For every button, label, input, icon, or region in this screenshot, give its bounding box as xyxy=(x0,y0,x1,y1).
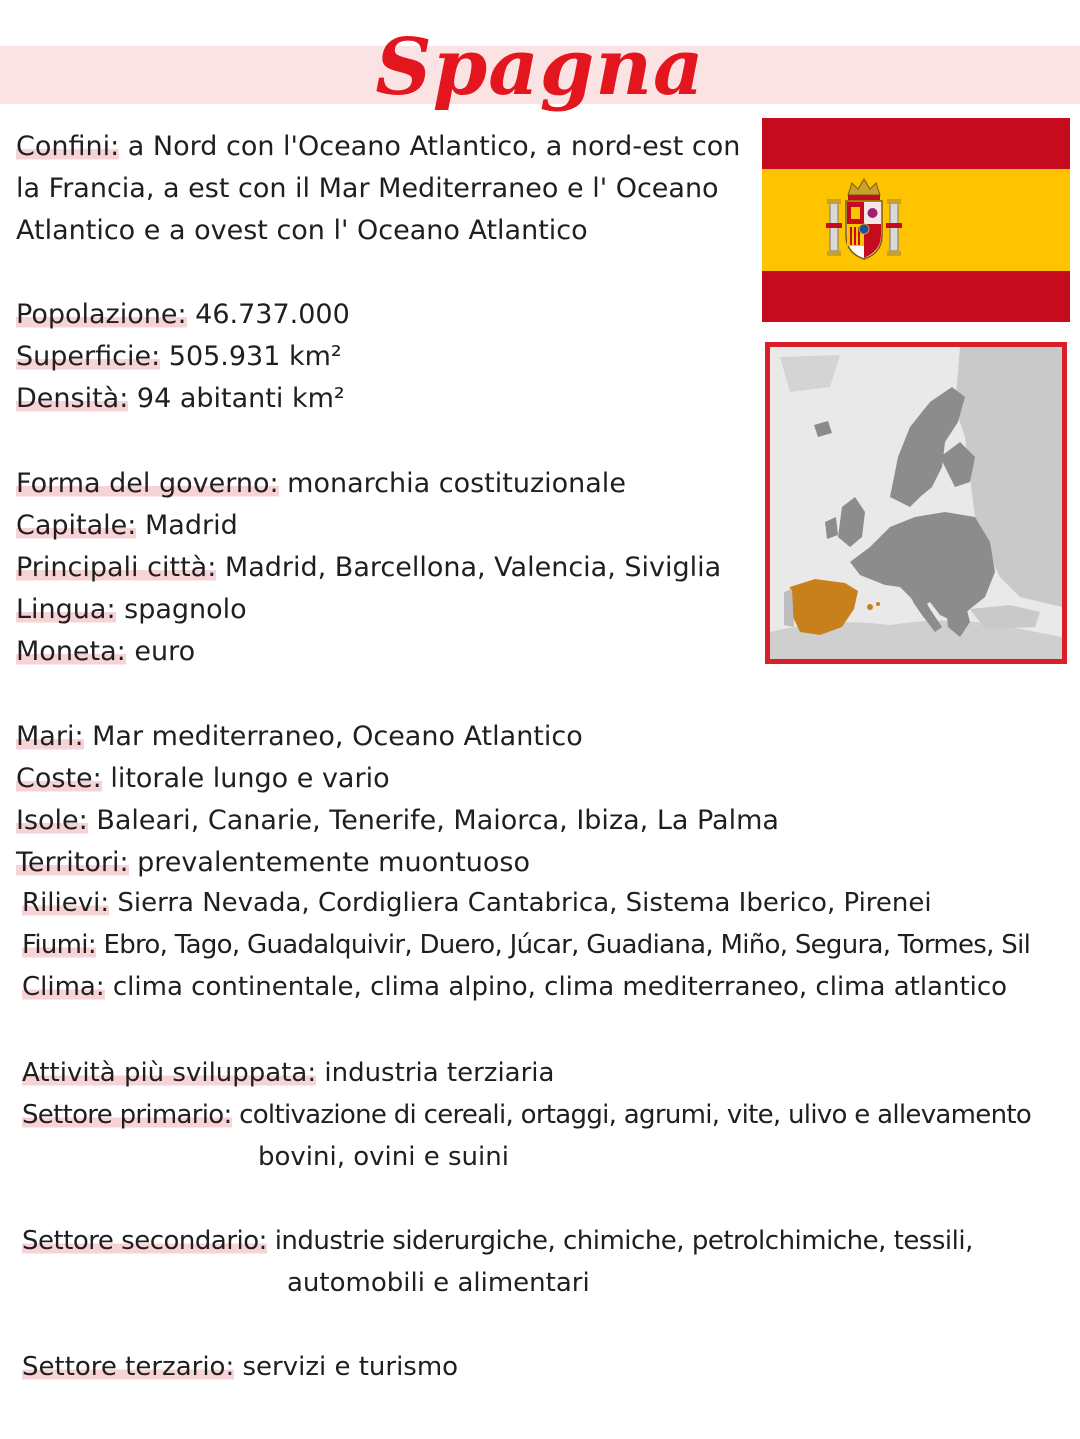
rilievi-row xyxy=(22,882,932,924)
superficie-label: Superficie: xyxy=(16,341,161,372)
terziario-row xyxy=(22,1346,458,1388)
clima-label: Clima: xyxy=(22,972,105,1002)
confini-label: Confini: xyxy=(16,131,120,162)
mari-row xyxy=(16,716,583,758)
terziario-value: servizi e turismo xyxy=(242,1352,459,1382)
spain-flag-icon xyxy=(762,118,1070,322)
confini-line-2: la Francia, a est con il Mar Mediterraneo e l' Oceano xyxy=(16,173,719,204)
europe-map-svg xyxy=(770,347,1062,659)
attivita-value: industria terziaria xyxy=(324,1058,555,1088)
attivita-row xyxy=(22,1052,554,1094)
densita-label: Densità: xyxy=(16,383,129,414)
flag-stripe-bottom xyxy=(762,271,1070,322)
superficie-row xyxy=(16,336,342,378)
rilievi-label: Rilievi: xyxy=(22,888,110,918)
secondario-value: industrie siderurgiche, chimiche, petrolchimiche, tessili, xyxy=(274,1226,973,1256)
densita-row xyxy=(16,378,345,420)
rilievi-value: Sierra Nevada, Cordigliera Cantabrica, Sistema Iberico, Pirenei xyxy=(117,888,932,918)
confini-line-3: Atlantico e a ovest con l' Oceano Atlantico xyxy=(16,215,588,246)
clima-value: clima continentale, clima alpino, clima mediterraneo, clima atlantico xyxy=(112,972,1008,1002)
lingua-label: Lingua: xyxy=(16,594,116,625)
popolazione-label: Popolazione: xyxy=(16,299,187,330)
popolazione-value: 46.737.000 xyxy=(195,299,350,330)
attivita-label: Attività più sviluppata: xyxy=(22,1058,317,1088)
superficie-value: 505.931 km² xyxy=(168,341,342,372)
clima-row xyxy=(22,966,1007,1008)
mari-value: Mar mediterraneo, Oceano Atlantico xyxy=(92,721,583,752)
fiumi-value: Ebro, Tago, Guadalquivir, Duero, Júcar, Guadiana, Miño, Segura, Tormes, Sil xyxy=(103,930,1031,960)
coste-label: Coste: xyxy=(16,763,102,794)
flag-stripe-top xyxy=(762,118,1070,169)
coat-of-arms-icon xyxy=(824,173,904,265)
coste-value: litorale lungo e vario xyxy=(110,763,390,794)
primario-value-2: bovini, ovini e suini xyxy=(258,1142,509,1172)
territori-row xyxy=(16,842,530,884)
isole-value: Baleari, Canarie, Tenerife, Maiorca, Ibiza, La Palma xyxy=(96,805,779,836)
moneta-row xyxy=(16,631,195,673)
isole-row xyxy=(16,800,779,842)
terziario-label: Settore terzario: xyxy=(22,1352,235,1382)
mari-label: Mari: xyxy=(16,721,84,752)
capitale-value: Madrid xyxy=(144,510,238,541)
fiumi-row xyxy=(22,924,1030,966)
page-title: Spagna xyxy=(375,22,705,113)
forma-governo-row xyxy=(16,463,626,505)
capitale-row xyxy=(16,505,238,547)
confini-value-1: a Nord con l'Oceano Atlantico, a nord-est con xyxy=(127,131,741,162)
coste-row xyxy=(16,758,390,800)
densita-value: 94 abitanti km² xyxy=(136,383,345,414)
fiumi-label: Fiumi: xyxy=(22,930,96,960)
confini-line-1 xyxy=(16,126,740,168)
secondario-row xyxy=(22,1220,973,1262)
citta-row xyxy=(16,547,721,589)
lingua-value: spagnolo xyxy=(124,594,247,625)
primario-label: Settore primario: xyxy=(22,1100,232,1130)
moneta-label: Moneta: xyxy=(16,636,126,667)
forma-governo-label: Forma del governo: xyxy=(16,468,279,499)
primario-row xyxy=(22,1094,1031,1136)
secondario-label: Settore secondario: xyxy=(22,1226,267,1256)
isole-label: Isole: xyxy=(16,805,88,836)
territori-label: Territori: xyxy=(16,847,129,878)
secondario-value-2: automobili e alimentari xyxy=(287,1268,590,1298)
primario-value: coltivazione di cereali, ortaggi, agrumi, vite, ulivo e allevamento xyxy=(239,1100,1032,1130)
citta-value: Madrid, Barcellona, Valencia, Siviglia xyxy=(224,552,722,583)
lingua-row xyxy=(16,589,247,631)
flag-stripe-middle xyxy=(762,169,1070,271)
forma-governo-value: monarchia costituzionale xyxy=(287,468,626,499)
citta-label: Principali città: xyxy=(16,552,217,583)
territori-value: prevalentemente muontuoso xyxy=(137,847,531,878)
moneta-value: euro xyxy=(134,636,196,667)
popolazione-row xyxy=(16,294,350,336)
europe-map-icon xyxy=(765,342,1067,664)
capitale-label: Capitale: xyxy=(16,510,137,541)
